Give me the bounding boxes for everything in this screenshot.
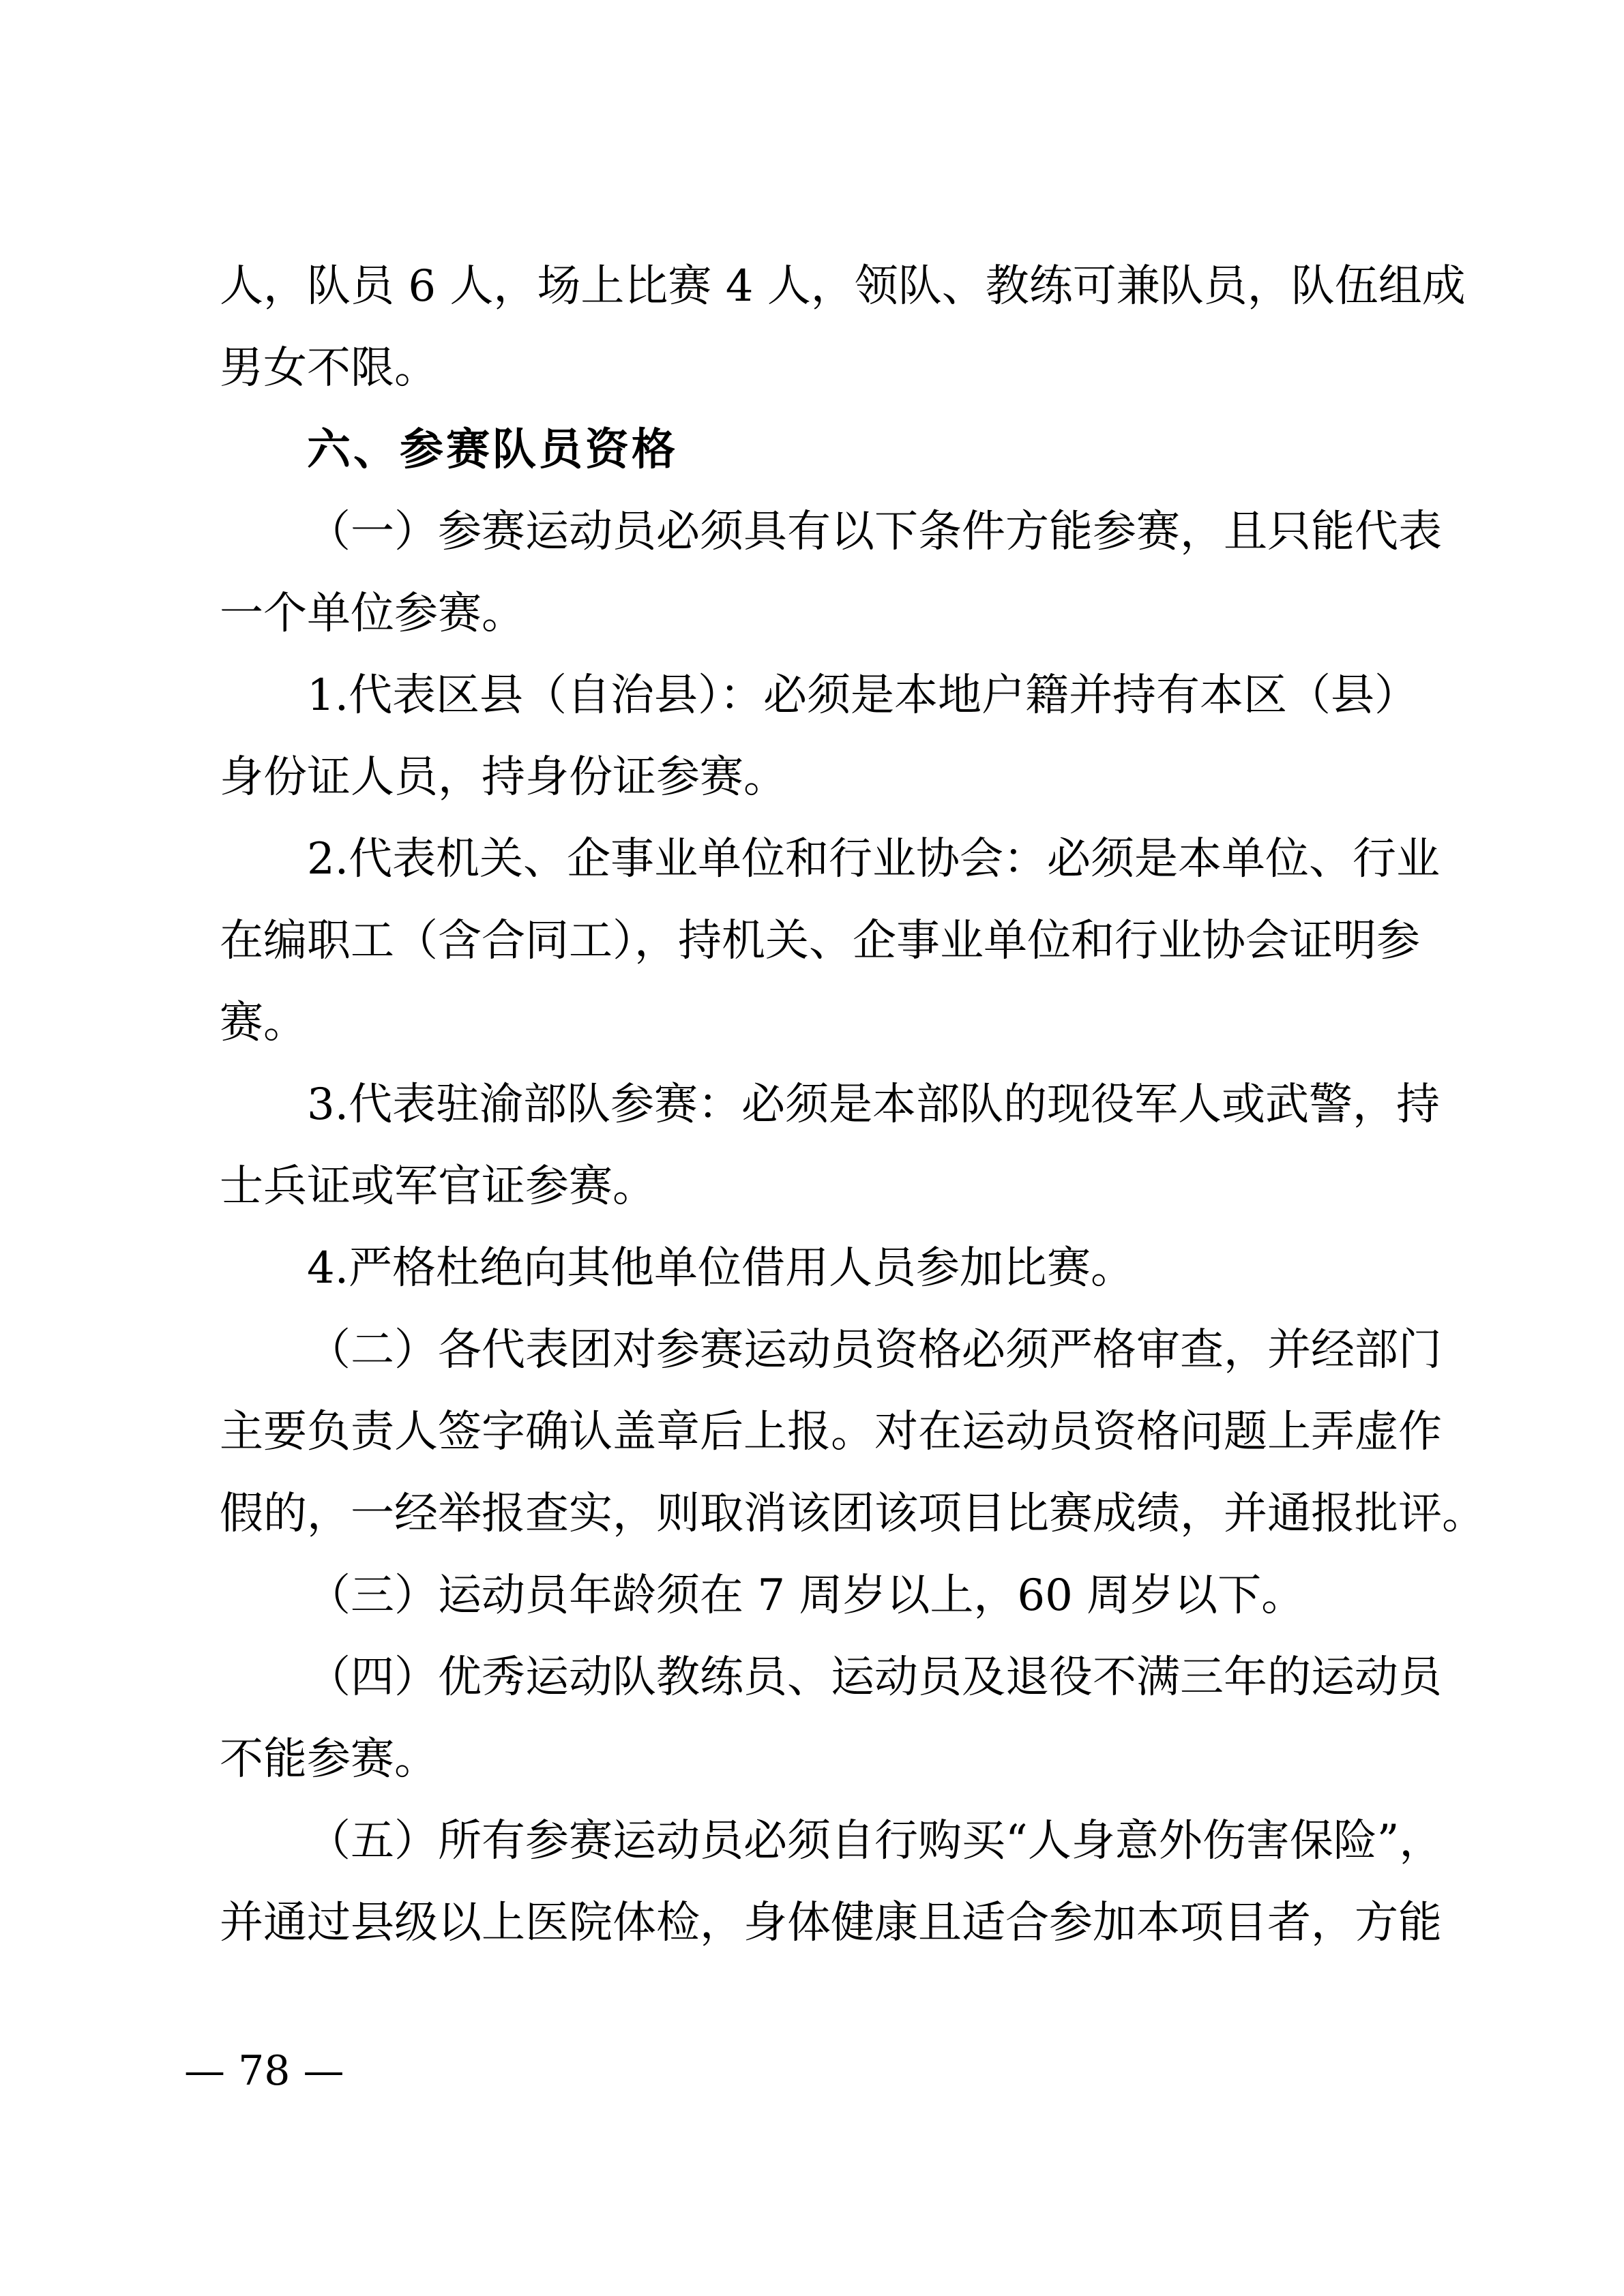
body-line: 主要负责人签字确认盖章后上报。对在运动员资格问题上弄虚作 bbox=[220, 1407, 1442, 1457]
section-heading: 六、参赛队员资格 bbox=[307, 425, 678, 475]
document-body bbox=[220, 245, 1486, 1964]
body-line: 在编职工（含合同工），持机关、企事业单位和行业协会证明参 bbox=[220, 916, 1420, 966]
body-line: 士兵证或军官证参赛。 bbox=[220, 1161, 656, 1212]
body-line: 一个单位参赛。 bbox=[220, 588, 525, 639]
body-line: 身份证人员，持身份证参赛。 bbox=[220, 752, 787, 803]
body-line: 3.代表驻渝部队参赛：必须是本部队的现役军人或武警，持 bbox=[307, 1079, 1441, 1130]
body-line: 假的，一经举报查实，则取消该团该项目比赛成绩，并通报批评。 bbox=[220, 1489, 1486, 1539]
body-line: 1.代表区县（自治县）：必须是本地户籍并持有本区（县） bbox=[307, 670, 1419, 721]
body-line: （三）运动员年龄须在 7 周岁以上，60 周岁以下。 bbox=[307, 1570, 1305, 1621]
body-line: 4.严格杜绝向其他单位借用人员参加比赛。 bbox=[307, 1243, 1135, 1294]
body-line: （五）所有参赛运动员必须自行购买“人身意外伤害保险”， bbox=[307, 1816, 1443, 1866]
body-line: 赛。 bbox=[220, 998, 307, 1048]
body-line: 男女不限。 bbox=[220, 343, 438, 393]
body-line: 并通过县级以上医院体检，身体健康且适合参加本项目者，方能 bbox=[220, 1898, 1442, 1948]
body-line: （一）参赛运动员必须具有以下条件方能参赛，且只能代表 bbox=[307, 507, 1442, 557]
body-line: （二）各代表团对参赛运动员资格必须严格审查，并经部门 bbox=[307, 1325, 1442, 1375]
page-footer bbox=[184, 2047, 344, 2095]
body-line: 2.代表机关、企事业单位和行业协会：必须是本单位、行业 bbox=[307, 834, 1441, 884]
body-line: 不能参赛。 bbox=[220, 1734, 438, 1785]
page-number: — 78 — bbox=[184, 2047, 344, 2095]
body-line: （四）优秀运动队教练员、运动员及退役不满三年的运动员 bbox=[307, 1652, 1442, 1703]
body-line: 人，队员 6 人，场上比赛 4 人，领队、教练可兼队员，队伍组成 bbox=[220, 261, 1466, 312]
